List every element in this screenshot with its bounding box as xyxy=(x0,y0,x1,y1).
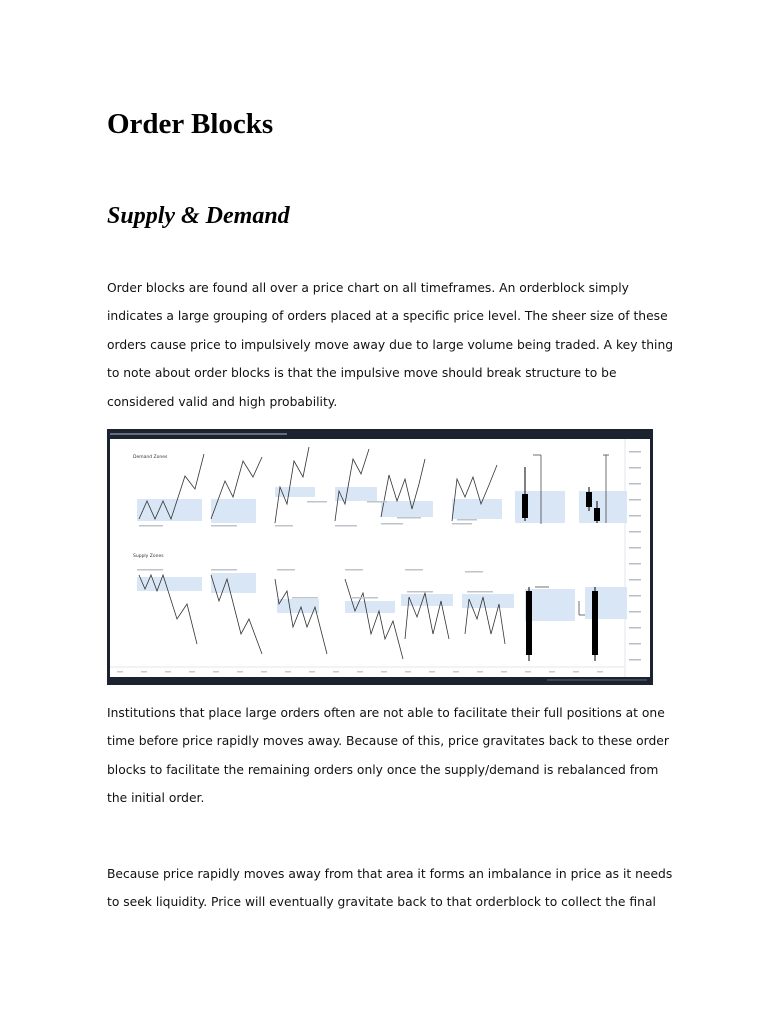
paragraph-line: time before price rapidly moves away. Because of this, price gravitates back to these order xyxy=(107,734,669,749)
demand-zones-heading: Demand Zones xyxy=(133,455,168,460)
chart-canvas xyxy=(110,439,650,677)
paragraph-line: blocks to facilitate the remaining orders only once the supply/demand is rebalanced from xyxy=(107,762,659,777)
paragraph-line: considered valid and high probability. xyxy=(107,394,338,409)
paragraph-line: Order blocks are found all over a price chart on all timeframes. An orderblock simply xyxy=(107,281,629,295)
paragraph-line: Institutions that place large orders often are not able to facilitate their full positions at one xyxy=(107,706,665,720)
paragraph-imbalance xyxy=(107,860,673,917)
paragraph-line: the initial order. xyxy=(107,791,205,806)
paragraph-line: orders cause price to impulsively move away due to large volume being traded. A key thing xyxy=(107,337,674,352)
paragraph-institutions xyxy=(107,699,667,813)
paragraph-line: indicates a large grouping of orders placed at a specific price level. The sheer size of these xyxy=(107,309,668,324)
paragraph-line: Because price rapidly moves away from that area it forms an imbalance in price as it needs xyxy=(107,867,673,881)
order-block-chart-image xyxy=(107,429,653,685)
paragraph-line: to seek liquidity. Price will eventually gravitate back to that orderblock to collect the final xyxy=(107,895,656,910)
paragraph-intro xyxy=(107,274,674,416)
section-heading: Supply & Demand xyxy=(107,203,290,229)
paragraph-line: to note about order blocks is that the impulsive move should break structure to be xyxy=(107,366,617,381)
supply-zones-heading: Supply Zones xyxy=(133,554,164,559)
page-title: Order Blocks xyxy=(107,108,274,140)
time-axis-ticks xyxy=(117,671,603,673)
